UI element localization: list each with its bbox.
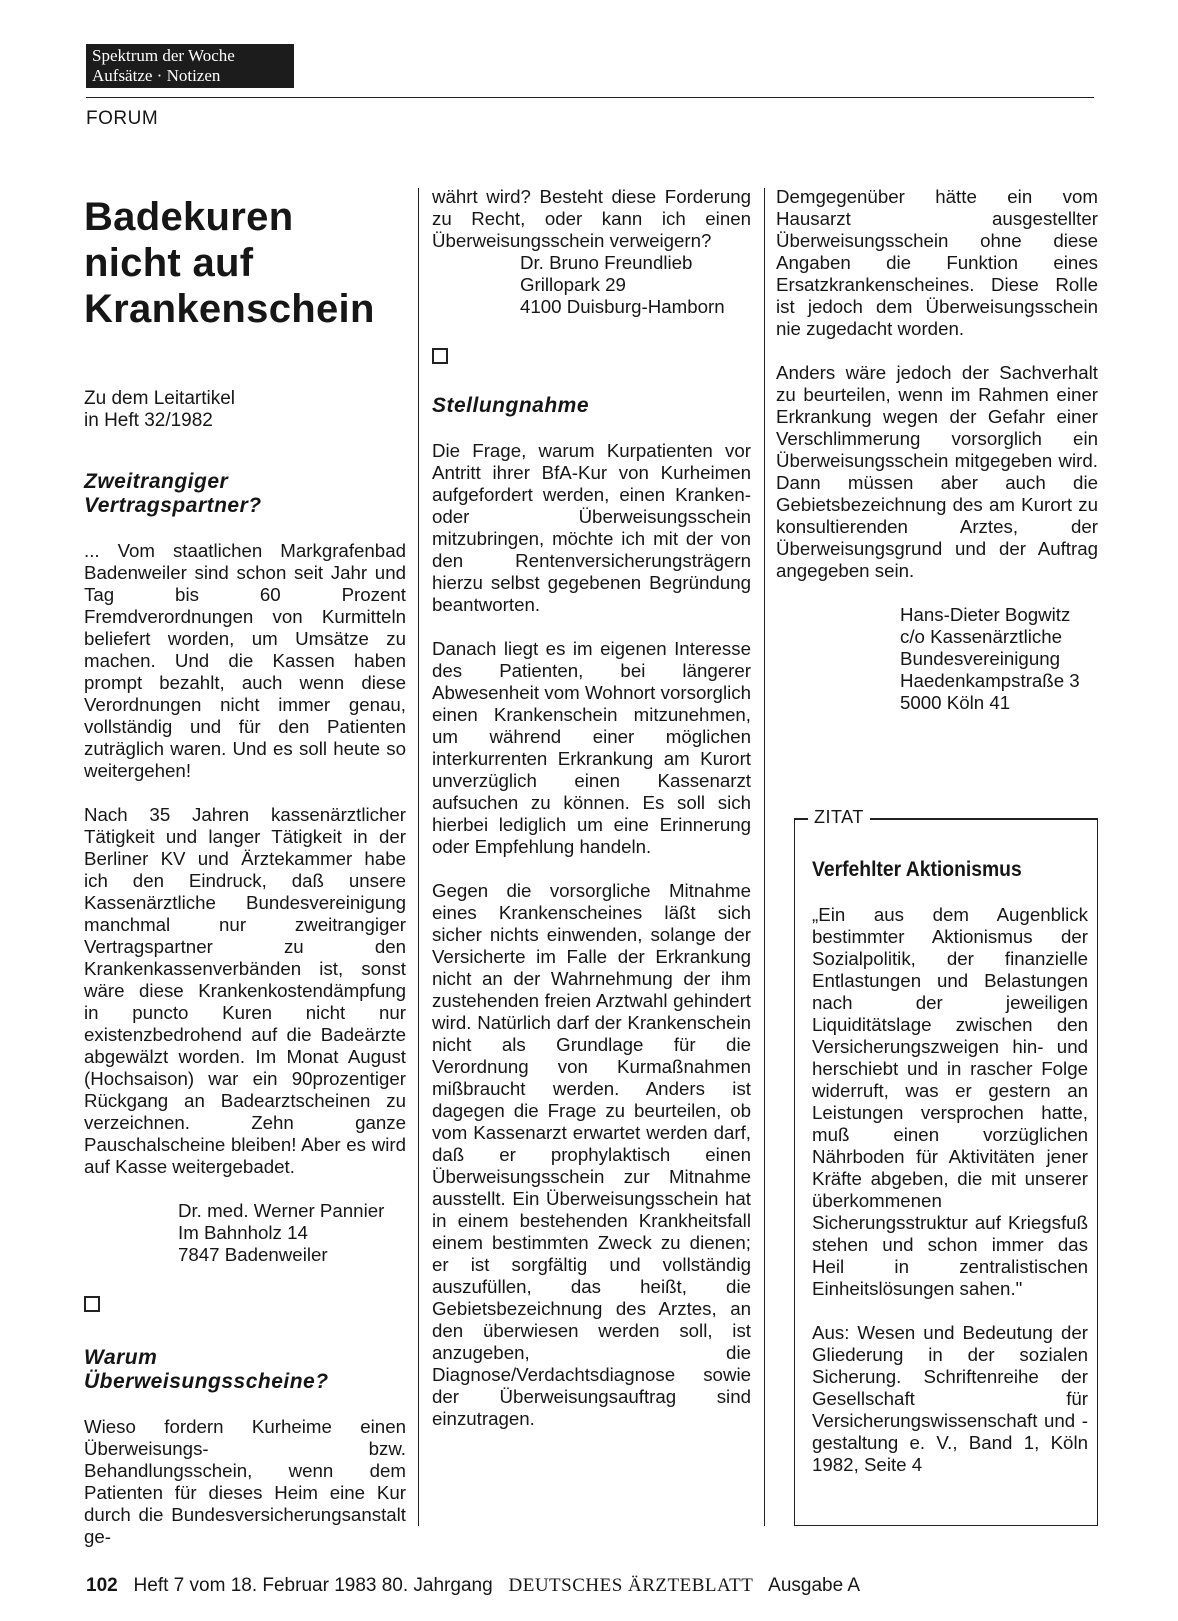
headline-line-3: Krankenschein	[84, 287, 375, 331]
quote-content	[812, 858, 1088, 1476]
letter2-heading-line-2: Überweisungsscheine?	[84, 1370, 329, 1393]
letter2-paragraph-end: währt wird? Besteht diese Forderung zu Recht, oder kann ich einen Überweisungsschein verweigern?	[432, 186, 751, 251]
section-banner	[86, 44, 294, 88]
statement-heading: Stellungnahme	[432, 394, 590, 417]
statement-paragraph-1: Die Frage, warum Kurpatienten vor Antritt ihrer BfA-Kur von Kurheimen aufgefordert werden, einen Kranken- oder Überweisungsschein mitzubringen, möchte ich mit der von den Rentenversicherungsträgern hierzu selbst gegebenen Begründung beantworten.	[432, 440, 751, 615]
quote-source: Aus: Wesen und Bedeutung der Gliederung in der sozialen Sicherung. Schriftenreihe der Gesellschaft für Versicherungswissenschaft und -gestaltung e. V., Band 1, Köln 1982, Seite 4	[812, 1322, 1088, 1475]
signature-city: 5000 Köln 41	[900, 692, 1011, 713]
signature-name: Dr. med. Werner Pannier	[178, 1200, 385, 1221]
header-rule	[86, 97, 1094, 98]
signature-street: Grillopark 29	[520, 274, 626, 295]
section-end-square	[432, 348, 448, 364]
column-2	[432, 186, 751, 1430]
column-divider-1	[418, 188, 419, 1526]
section-end-square	[84, 1296, 100, 1312]
signature-city: 4100 Duisburg-Hamborn	[520, 296, 725, 317]
headline	[84, 194, 406, 332]
intro	[84, 388, 406, 432]
statement-paragraph-2: Danach liegt es im eigenen Interesse des Patienten, bei längerer Abwesenheit vom Wohnort vorsorglich einen Krankenschein mitzunehmen, um während einer möglichen interkurrenten Erkrankung am Kurort unverzüglich einen Kassenarzt aufsuchen zu können. Es soll sich hierbei lediglich um eine Erinnerung oder Empfehlung handeln.	[432, 638, 751, 857]
signature-street: Im Bahnholz 14	[178, 1222, 308, 1243]
column-3	[776, 186, 1098, 714]
quote-title: Verfehlter Aktionismus	[812, 858, 1022, 881]
signature-name: Hans-Dieter Bogwitz	[900, 604, 1071, 625]
letter2-heading	[84, 1346, 406, 1394]
statement-paragraph-4: Demgegenüber hätte ein vom Hausarzt ausgestellter Überweisungsschein ohne diese Angaben die Funktion eines Ersatzkrankenscheines. Diese Rolle ist jedoch dem Überweisungsschein nie zugedacht worden.	[776, 186, 1098, 339]
letter2-heading-line-1: Warum	[84, 1346, 158, 1369]
banner-line-2: Aufsätze · Notizen	[92, 66, 221, 85]
column-1	[84, 186, 406, 1548]
headline-line-2: nicht auf	[84, 241, 254, 285]
letter1-paragraph-2: Nach 35 Jahren kassenärztlicher Tätigkeit und langer Tätigkeit in der Berliner KV und Ärztekammer habe ich den Eindruck, daß unsere Kassenärztliche Bundesvereinigung manchmal nur zweitrangiger Vertragspartner zu den Krankenkassenverbänden ist, sonst wäre diese Krankenkostendämpfung in puncto Kuren nicht nur existenzbedrohend auf die Badeärzte abgewälzt worden. Im Monat August (Hochsaison) war ein 90prozentiger Rückgang an Badearztscheinen zu verzeichnen. Zehn ganze Pauschalscheine bleiben! Aber es wird auf Kasse weitergebadet.	[84, 804, 406, 1177]
signature-line-2: c/o Kassenärztliche	[900, 626, 1063, 647]
letter1-heading-line-2: Vertragspartner?	[84, 494, 262, 517]
edition: Ausgabe A	[768, 1575, 861, 1596]
signature-line-3: Bundesvereinigung	[900, 648, 1061, 669]
quote-text: „Ein aus dem Augenblick bestimmter Aktionismus der Sozialpolitik, der finanzielle Entlastungen und Belastungen nach der jeweiligen Liquiditätslage zwischen den Versicherungszweigen hin- und herschiebt und in rascher Folge widerruft, was er gestern an Leistungen versprochen hatte, muß einen vorzüglichen Nährboden für Aktivitäten jener Kräfte abgeben, die mit unserer überkommenen Sicherungsstruktur auf Kriegsfuß stehen und schon immer das Heil in zentralistischen Einheitslösungen sahen."	[812, 904, 1088, 1299]
letter1-paragraph-1: ... Vom staatlichen Markgrafenbad Badenweiler sind schon seit Jahr und Tag bis 60 Prozent Fremdverordnungen von Kurmitteln beliefert worden, um Umsätze zu machen. Und die Kassen haben prompt bezahlt, auch wenn diese Verordnungen nicht immer genau, vollständig und für den Patienten zuträglich waren. Und es soll heute so weitergehen!	[84, 540, 406, 781]
banner-line-1: Spektrum der Woche	[92, 46, 235, 65]
intro-line-2: in Heft 32/1982	[84, 410, 213, 431]
statement-signature	[776, 604, 1098, 714]
page-footer	[86, 1575, 860, 1597]
issue-info: Heft 7 vom 18. Februar 1983 80. Jahrgang	[133, 1575, 493, 1596]
letter1-signature	[84, 1200, 406, 1266]
headline-line-1: Badekuren	[84, 195, 294, 239]
page-number: 102	[86, 1575, 118, 1596]
signature-street: Haedenkampstraße 3	[900, 670, 1080, 691]
signature-name: Dr. Bruno Freundlieb	[520, 252, 693, 273]
intro-line-1: Zu dem Leitartikel	[84, 388, 236, 409]
magazine-name: DEUTSCHES ÄRZTEBLATT	[508, 1575, 754, 1596]
letter1-heading	[84, 470, 406, 518]
section-label: FORUM	[86, 108, 159, 129]
statement-paragraph-3: Gegen die vorsorgliche Mitnahme eines Krankenscheines läßt sich sicher nichts einwenden, solange der Versicherte im Falle der Erkrankung nicht an der Wahrnehmung der ihm zustehenden freien Arztwahl gehindert wird. Natürlich darf der Krankenschein nicht als Grundlage für die Verordnung von Kurmaßnahmen mißbraucht werden. Anders ist dagegen die Frage zu beurteilen, ob vom Kassenarzt erwartet werden darf, daß er prophylaktisch einen Überweisungsschein zur Mitnahme ausstellt. Ein Überweisungsschein hat in einem bestehenden Krankheitsfall einem bestimmten Zweck zu dienen; er ist sorgfältig und vollständig auszufüllen, das heißt, die Gebietsbezeichnung des Arztes, an den überwiesen werden soll, ist anzugeben, die Diagnose/Verdachtsdiagnose sowie der Überweisungsauftrag sind einzutragen.	[432, 880, 751, 1429]
quote-label: ZITAT	[808, 807, 870, 828]
statement-paragraph-5: Anders wäre jedoch der Sachverhalt zu beurteilen, wenn im Rahmen einer Erkrankung wegen der Gefahr einer Verschlimmerung vorsorglich ein Überweisungsschein mitgegeben wird. Dann müssen aber auch die Gebietsbezeichnung des am Kurort zu konsultierenden Arztes, der Überweisungsgrund und der Auftrag angegeben sein.	[776, 362, 1098, 581]
letter1-heading-line-1: Zweitrangiger	[84, 470, 229, 493]
signature-city: 7847 Badenweiler	[178, 1244, 328, 1265]
column-divider-2	[764, 188, 765, 1526]
letter2-paragraph-start: Wieso fordern Kurheime einen Überweisungs- bzw. Behandlungsschein, wenn dem Patienten für dieses Heim eine Kur durch die Bundesversicherungsanstalt ge-	[84, 1416, 406, 1547]
letter2-signature	[432, 252, 751, 318]
